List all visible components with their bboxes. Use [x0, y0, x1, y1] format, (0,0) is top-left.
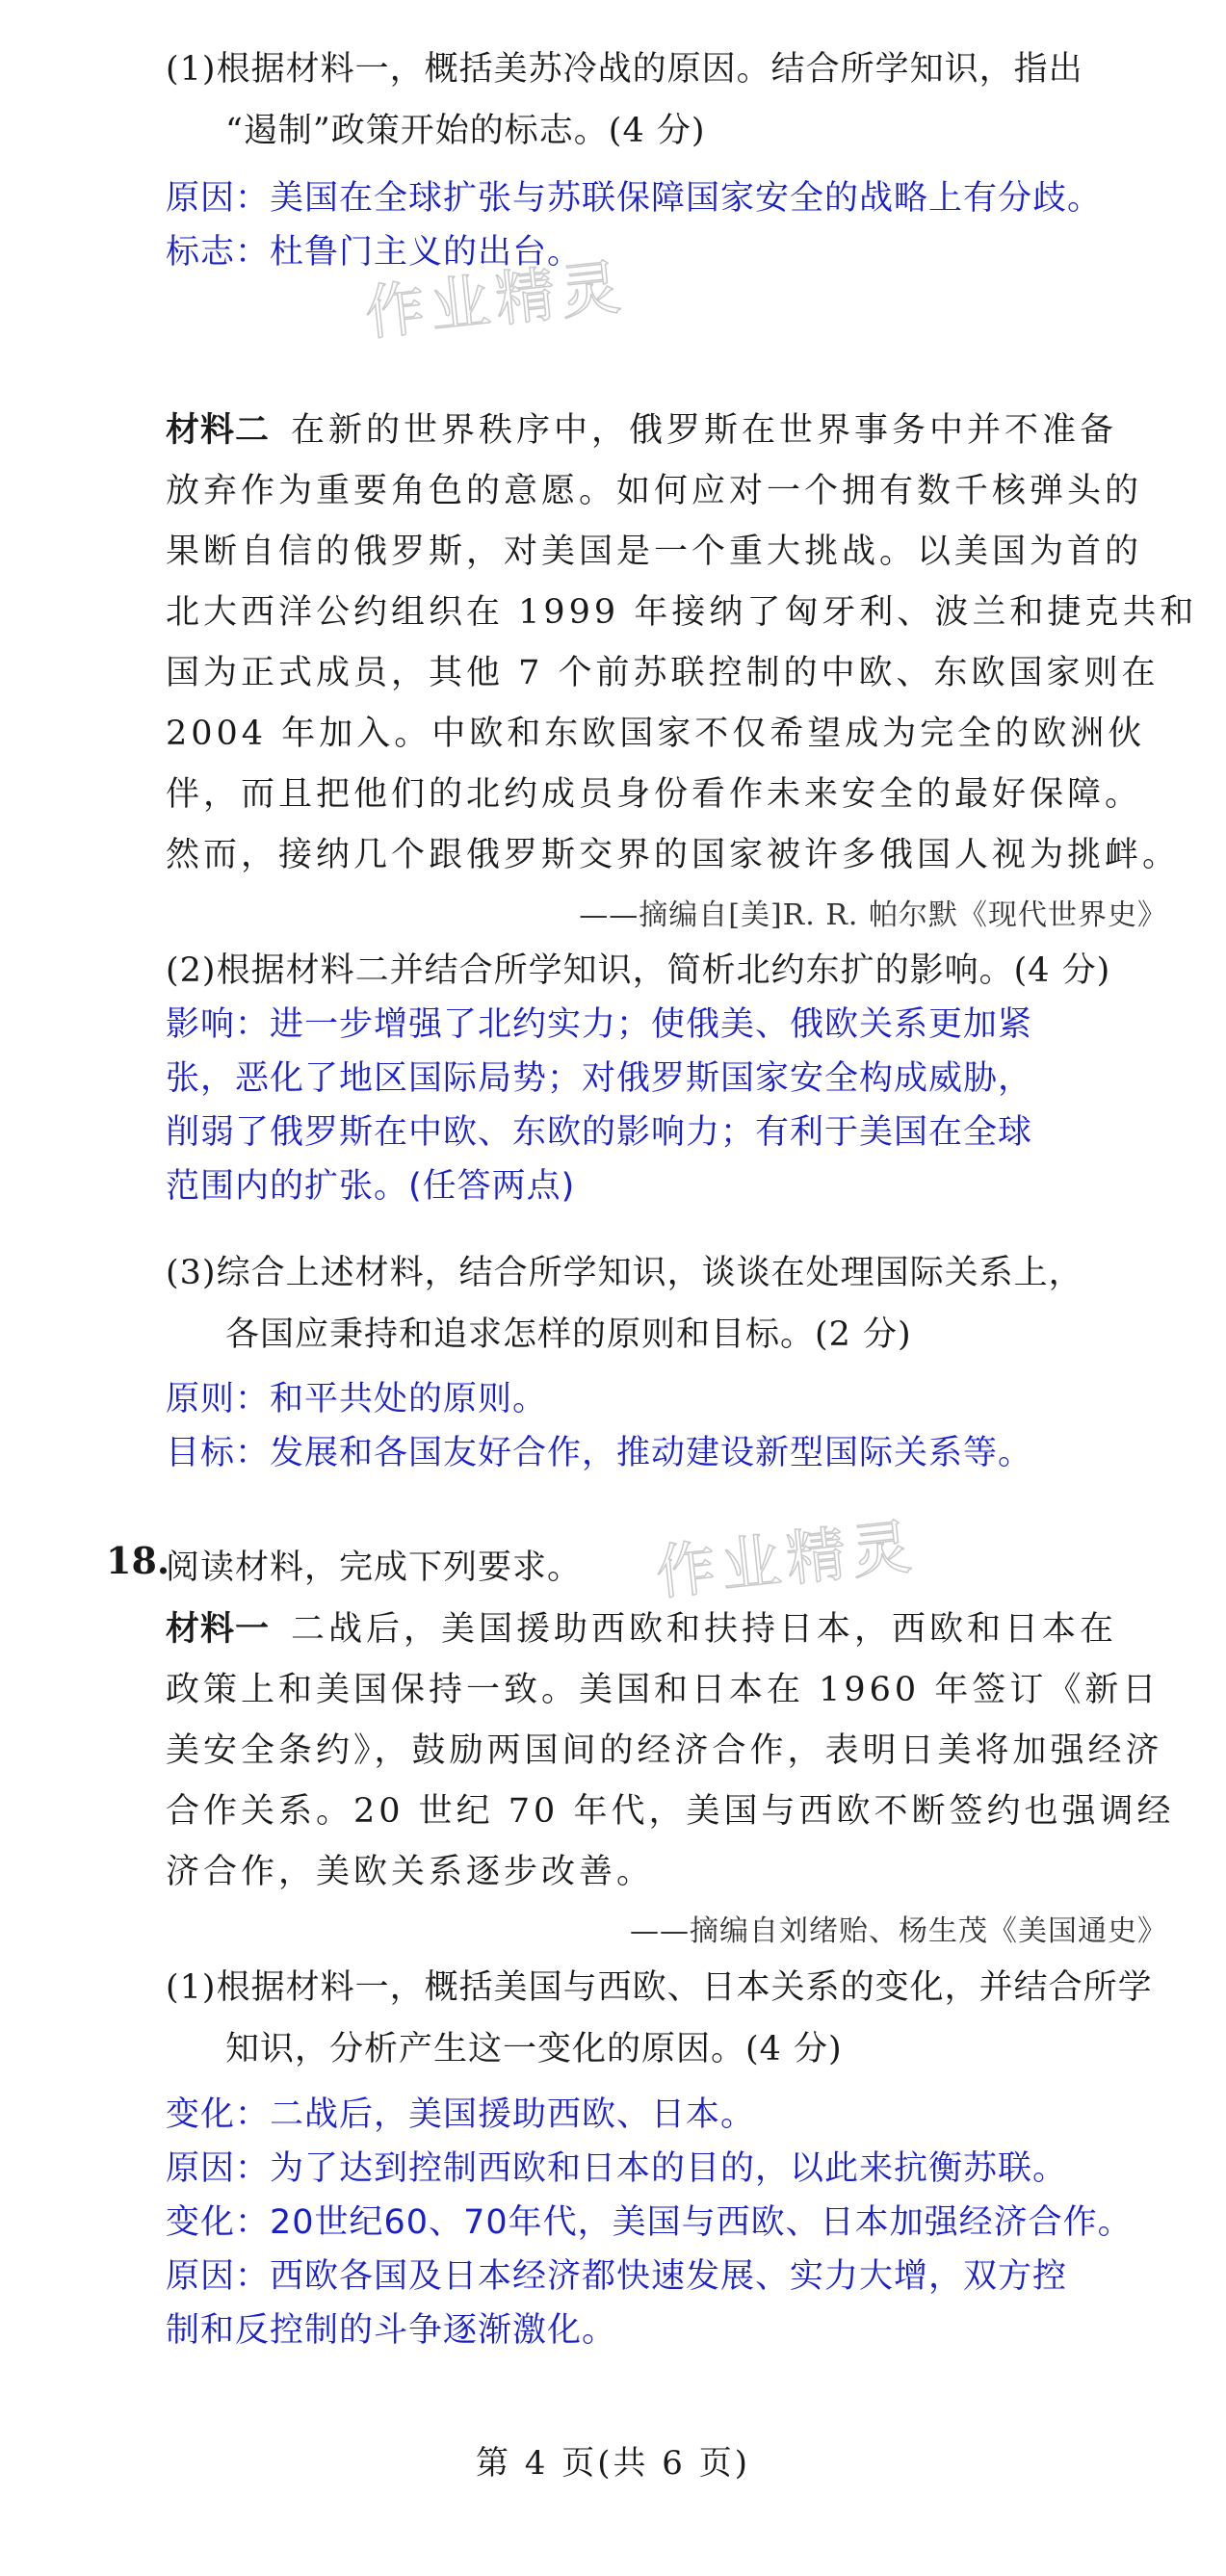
material-line: 国为正式成员，其他 7 个前苏联控制的中欧、东欧国家则在	[166, 654, 1160, 692]
question-17-2	[166, 940, 1206, 1002]
material-line: 政策上和美国保持一致。美国和日本在 1960 年签订《新日	[166, 1671, 1161, 1709]
answer-line: 变化：20世纪60、70年代，美国与西欧、日本加强经济合作。	[166, 2203, 1133, 2242]
material-label: 材料一	[166, 1609, 271, 1649]
watermark: 作业精灵	[652, 1510, 921, 1608]
material-1	[166, 1599, 1206, 1903]
answer-line: 削弱了俄罗斯在中欧、东欧的影响力；有利于美国在全球	[166, 1113, 1033, 1152]
material-2	[166, 400, 1206, 886]
question-text: (2)根据材料二并结合所学知识，简析北约东扩的影响。(4 分)	[166, 951, 1111, 990]
question-17-3	[166, 1242, 1206, 1366]
answer-line: 制和反控制的斗争逐渐激化。	[166, 2311, 617, 2350]
question-text: 知识，分析产生这一变化的原因。(4 分)	[225, 2030, 843, 2069]
question-text: “遏制”政策开始的标志。(4 分)	[225, 112, 706, 150]
question-17-1	[166, 39, 1206, 162]
answer-line: 目标：发展和各国友好合作，推动建设新型国际关系等。	[166, 1434, 1033, 1472]
answer-line: 张，恶化了地区国际局势；对俄罗斯国家安全构成威胁，	[166, 1059, 1033, 1098]
material-line: 伴，而且把他们的北约成员身份看作未来安全的最好保障。	[166, 775, 1143, 814]
answer-line: 原因：为了达到控制西欧和日本的目的，以此来抗衡苏联。	[166, 2149, 1068, 2188]
material-source: ——摘编自[美]R. R. 帕尔默《现代世界史》	[579, 898, 1167, 932]
material-line: 然而，接纳几个跟俄罗斯交界的国家被许多俄国人视为挑衅。	[166, 836, 1181, 874]
answer-line: 影响：进一步增强了北约实力；使俄美、俄欧关系更加紧	[166, 1005, 1033, 1044]
answer-17-1	[166, 171, 1206, 279]
question-18-1	[166, 1957, 1206, 2080]
material-source: ——摘编自刘绪贻、杨生茂《美国通史》	[630, 1914, 1167, 1948]
question-18-stem: 阅读材料，完成下列要求。	[166, 1548, 583, 1587]
material-line: 果断自信的俄罗斯，对美国是一个重大挑战。以美国为首的	[166, 533, 1143, 571]
material-line: 北大西洋公约组织在 1999 年接纳了匈牙利、波兰和捷克共和	[166, 593, 1198, 632]
answer-line: 原因：西欧各国及日本经济都快速发展、实力大增，双方控	[166, 2257, 1068, 2296]
material-line: 美安全条约》，鼓励两国间的经济合作，表明日美将加强经济	[166, 1731, 1163, 1770]
question-text: (1)根据材料一，概括美国与西欧、日本关系的变化，并结合所学	[166, 1968, 1153, 2007]
material-line: 材料二 在新的世界秩序中，俄罗斯在世界事务中并不准备	[166, 410, 1118, 450]
answer-line: 范围内的扩张。(任答两点)	[166, 1167, 576, 1206]
answer-17-3	[166, 1372, 1206, 1480]
watermark: 作业精灵	[361, 250, 630, 349]
material-line: 放弃作为重要角色的意愿。如何应对一个拥有数千核弹头的	[166, 472, 1143, 510]
question-text: (1)根据材料一，概括美苏冷战的原因。结合所学知识，指出	[166, 50, 1083, 89]
question-number: 18.	[106, 1539, 170, 1582]
question-text: (3)综合上述材料，结合所学知识，谈谈在处理国际关系上，	[166, 1254, 1083, 1292]
material-line: 合作关系。20 世纪 70 年代，美国与西欧不断签约也强调经	[166, 1792, 1175, 1831]
material-line: 材料一 二战后，美国援助西欧和扶持日本，西欧和日本在	[166, 1609, 1118, 1649]
answer-17-2	[166, 998, 1206, 1213]
answer-line: 原因：美国在全球扩张与苏联保障国家安全的战略上有分歧。	[166, 179, 1103, 218]
page-footer: 第 4 页(共 6 页)	[475, 2444, 751, 2483]
material-label: 材料二	[166, 410, 271, 450]
answer-line: 变化：二战后，美国援助西欧、日本。	[166, 2095, 756, 2134]
answer-line: 标志：杜鲁门主义的出台。	[166, 233, 583, 272]
material-line: 2004 年加入。中欧和东欧国家不仅希望成为完全的欧洲伙	[166, 715, 1146, 753]
question-text: 各国应秉持和追求怎样的原则和目标。(2 分)	[225, 1315, 912, 1354]
material-line: 济合作，美欧关系逐步改善。	[166, 1853, 655, 1891]
answer-18-1	[166, 2088, 1206, 2357]
answer-line: 原则：和平共处的原则。	[166, 1380, 548, 1418]
